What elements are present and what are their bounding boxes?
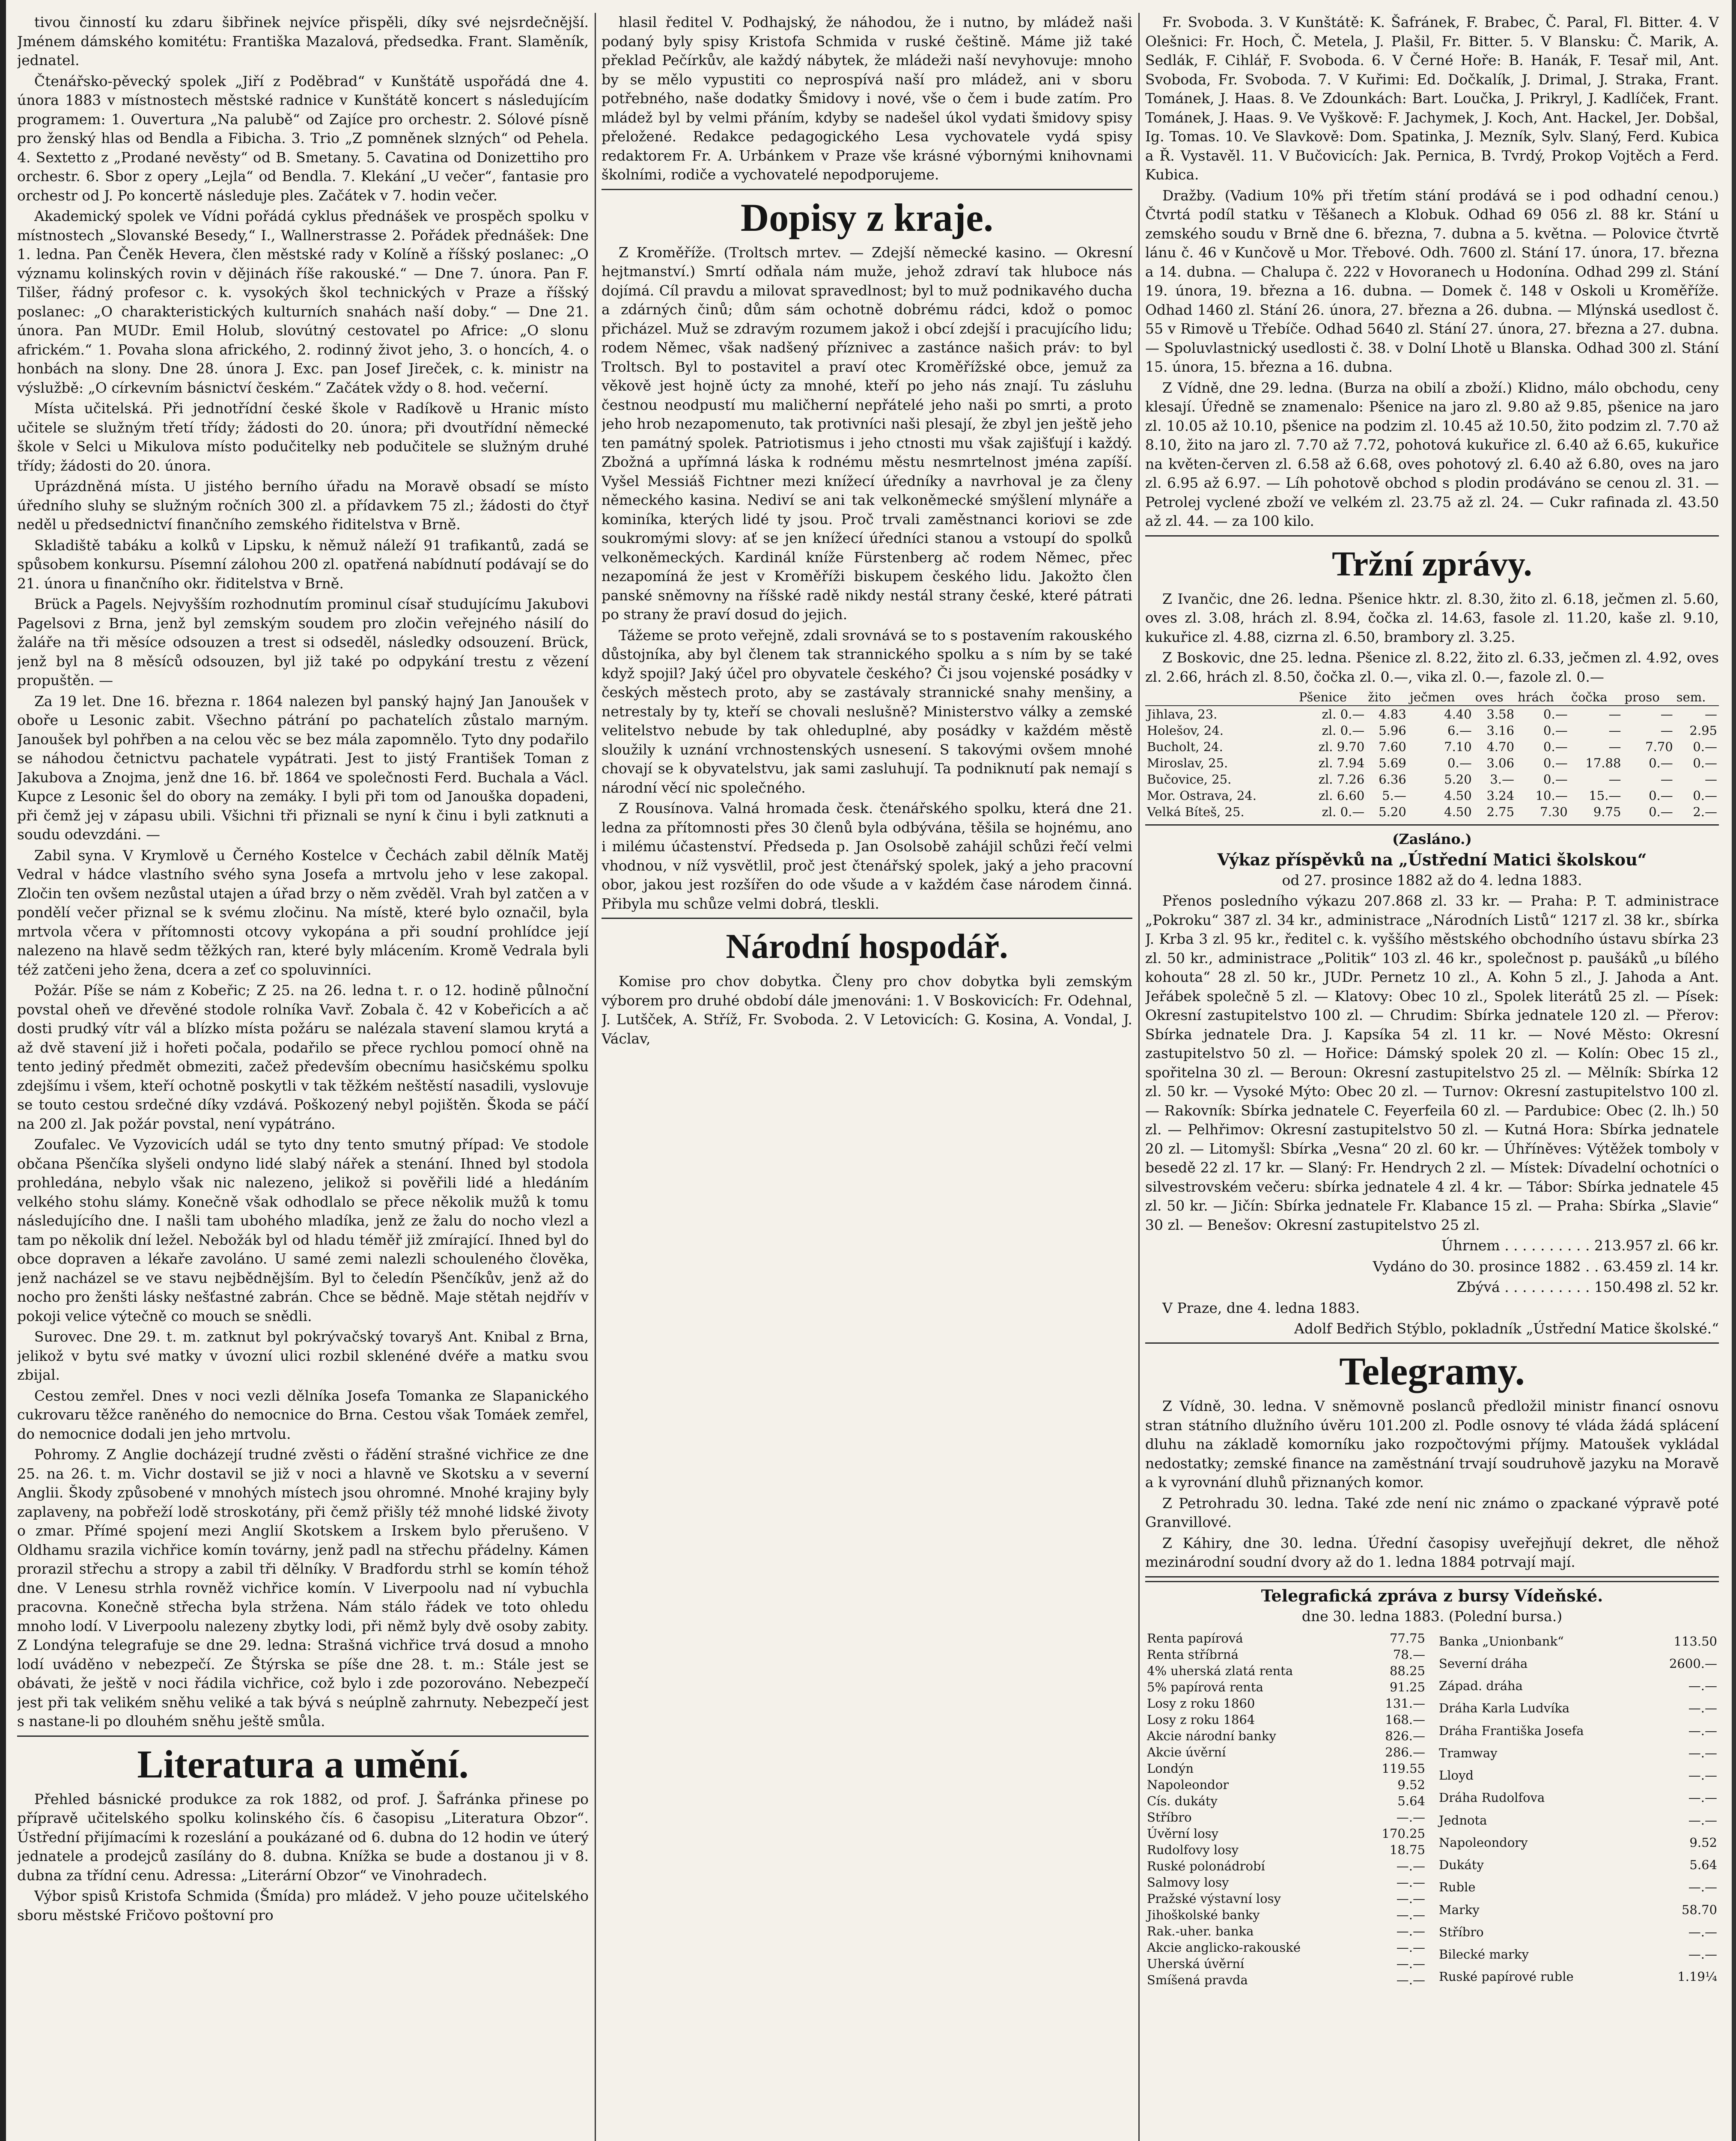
article-paragraph: Z Rousínova. Valná hromada česk. čtenářského spolku, která dne 21. ledna za přítomnosti přes 30 členů byla odbývána, těšila se hojnému, ano i milému účastenství. Předseda p. Jan Osolsobě zahájil schůzi řečí velmi vhodnou, v níž vysvětlil, proč jest čtenářský spolek, jaký a jeho pracovní obor, jakou jest rozšířen do ode všude a v každém čase národem činná. Přibyla mu schůze velmi dobrá, tleskli. xyxy=(601,800,1132,912)
table-cell: zl. 0.— xyxy=(1322,805,1365,819)
table-cell: 5.20 xyxy=(1444,772,1472,787)
table-row xyxy=(1145,787,1719,804)
table-cell: 0.— xyxy=(1649,788,1673,803)
table-row xyxy=(1437,1630,1719,1652)
burza-item-label: Dráha Karla Ludvíka xyxy=(1439,1701,1570,1716)
table-row xyxy=(1145,1939,1427,1956)
burza-item-label: Rudolfovy losy xyxy=(1147,1842,1239,1857)
vykaz-subtitle: od 27. prosince 1882 až do 4. ledna 1883. xyxy=(1282,872,1582,889)
table-header-cell: Pšenice xyxy=(1297,689,1366,706)
table-cell: 3.58 xyxy=(1486,707,1515,722)
burza-item-value: —.— xyxy=(1688,1880,1717,1895)
table-header-cell: ječmen xyxy=(1408,689,1474,706)
burza-item-label: Ruské papírové ruble xyxy=(1439,1969,1574,1984)
table-row xyxy=(1145,1891,1427,1907)
burza-item-value: 78.— xyxy=(1393,1647,1425,1662)
burza-item-label: Cís. dukáty xyxy=(1147,1793,1218,1808)
burza-item-label: Renta papírová xyxy=(1147,1631,1243,1646)
table-cell: zl. 9.70 xyxy=(1318,740,1365,754)
table-row xyxy=(1145,1679,1427,1695)
table-header-cell: žito xyxy=(1366,689,1408,706)
burza-item-label: Banka „Unionbank“ xyxy=(1439,1634,1564,1649)
burza-item-label: Lloyd xyxy=(1439,1768,1474,1783)
burza-item-label: Stříbro xyxy=(1147,1810,1192,1825)
zaslano-label: (Zasláno.) xyxy=(1392,831,1472,847)
table-cell: — xyxy=(1608,723,1621,738)
table-cell: 6.— xyxy=(1447,723,1472,738)
section-heading-telegramy: Telegramy. xyxy=(1339,1349,1525,1393)
article-paragraph: Brück a Pagels. Nejvyšším rozhodnutím prominul císař studujícímu Jakubovi Pagelsovi z Brna, jenž byl zemským soudem pro zločin veřejného násilí do žaláře na tři měsíce odsouzen a trest si odseděl, následky odsouzení. Brück, jenž byl na 8 měsíců odsouzen, byl již také po odpykání trestu z vězení propuštěn. — xyxy=(17,596,589,689)
burza-item-value: —.— xyxy=(1688,1768,1717,1783)
burza-item-value: —.— xyxy=(1688,1813,1717,1828)
table-cell: 0.— xyxy=(1543,756,1568,770)
vykaz-remaining: Zbývá . . . . . . . . . . 150.498 zl. 52 kr. xyxy=(1456,1279,1719,1295)
article-paragraph: Akademický spolek ve Vídni pořádá cyklus přednášek ve prospěch spolku v místnostech „Slovanské Besedy,“ I., Wallnerstrasse 2. Pořádek přednášek: Dne 1. ledna. Pan Čeněk Hevera, člen městské rady v Kolíně a říšský poslanec: „O významu kolinských rovin v dějinách říše rakouské.“ — Dne 7. února. Pan F. Tilšer, řádný profesor c. k. vysokých škol technických v Praze a říšský poslanec: „O charakteristických kulturních snahách naší doby.“ — Dne 21. února. Pan MUDr. Emil Holub, slovútný cestovatel po Africe: „O slonu africkém.“ 1. Povaha slona afrického, 2. rodinný život jeho, 3. o honcích, 4. o honbách na slony. Dne 28. února J. Exc. pan Josef Jireček, c. k. ministr na výslužbě: „O církevním básnictví českém.“ Začátek vždy o 8. hod. večerní. xyxy=(17,208,589,396)
table-cell: 4.50 xyxy=(1444,805,1472,819)
article-paragraph: Surovec. Dne 29. t. m. zatknut byl pokrývačský tovaryš Ant. Knibal z Brna, jelikož v bytu své matky v úvozní ulici rozbil sklenéné dvéře a matku svou zbijal. xyxy=(17,1328,589,1383)
burza-item-value: —.— xyxy=(1396,1972,1425,1987)
burza-item-value: 5.64 xyxy=(1689,1858,1717,1873)
section-heading-literatura: Literatura a umění. xyxy=(137,1742,469,1786)
table-cell: 0.— xyxy=(1543,740,1568,754)
burza-item-value: —.— xyxy=(1688,1679,1717,1694)
table-row xyxy=(1145,1923,1427,1939)
table-cell: 5.— xyxy=(1382,788,1406,803)
column-1 xyxy=(17,13,589,2141)
table-row xyxy=(1437,1921,1719,1943)
table-row xyxy=(1145,1972,1427,1988)
table-cell: 2.— xyxy=(1693,805,1717,819)
table-row xyxy=(1437,1899,1719,1921)
burza-item-value: 131.— xyxy=(1385,1696,1425,1711)
burza-item-value: —.— xyxy=(1396,1891,1425,1906)
table-row xyxy=(1145,1956,1427,1972)
burza-item-value: 9.52 xyxy=(1397,1777,1425,1792)
burza-item-value: —.— xyxy=(1396,1858,1425,1873)
table-cell: 0.— xyxy=(1543,707,1568,722)
table-cell: 0.— xyxy=(1693,788,1717,803)
article-paragraph: Z Kroměříže. (Troltsch mrtev. — Zdejší německé kasino. — Okresní hejtmanství.) Smrtí odňala nám muže, jehož zdraví tak hluboce nás dojímá. Cíl pravdu a milovat spravedlnost; byl to muž podnikavého ducha a zdárných činů; dům sám ochotně dobrému rádci, kdož o pomoc přicházel. Muž se zdravým rozumem jakož i obcí zdejší i pracujícího lidu; rodem Němec, však nadšený příznivec a zastánce našich práv: to byl Troltsch. Byl to postavitel a praví otec Kroměřížské obce, jemuž za věkově jest hojně úcty za mnohé, kteří po jeho nás znají. Tu zásluhu čestnou neodpustí mu maličherní nepřátelé jeho naši po smrti, a proto jeho hrob nezapomenuto, tak protivníci naši plesají, že zbyl jen ještě jeho ten památný spolek. Patriotismus i jeho ctnosti mu však zajišťují i každý. Zbožná a upřímná láska k rodnému městu nesmrtelnost jména zapíší. Vyšel Messiáš Fichtner mezi knížecí úředníky a navrhoval je za členy německého kasina. Nediví se ani tak velkoněmecké smýšlení mlynáře a kominíka, kterých lidé ty jsou. Proč trvali zaměstnanci koriovi se zde soukromými slovy: ať se jen knížecí úředníci stanou a vstoupí do spolků velkoněmeckých. Kardinál kníže Fürstenberg ač rodem Němec, přec nezapomíná že jest v Kroměříži biskupem českého lidu. Jakožto člen panské sněmovny na říšské radě nikdy nestál strany české, které pátrati po strany že praví dosud do jejich. xyxy=(601,244,1132,623)
table-row xyxy=(1437,1786,1719,1809)
table-cell: 5.69 xyxy=(1379,756,1406,770)
burza-item-value: 77.75 xyxy=(1389,1631,1425,1646)
burza-item-value: 286.— xyxy=(1385,1744,1425,1759)
table-cell: Miroslav, 25. xyxy=(1147,756,1228,770)
burza-title: Telegrafická zpráva z bursy Vídeňské. xyxy=(1261,1586,1603,1605)
burza-table-left xyxy=(1145,1630,1427,1988)
table-cell: 5.20 xyxy=(1379,805,1406,819)
burza-item-label: Losy z roku 1864 xyxy=(1147,1712,1255,1727)
table-row xyxy=(1145,1825,1427,1842)
table-cell: 7.10 xyxy=(1444,740,1472,754)
table-row xyxy=(1437,1697,1719,1719)
table-cell: — xyxy=(1705,707,1717,722)
burza-item-value: 9.52 xyxy=(1689,1835,1717,1850)
section-heading-dopisy: Dopisy z kraje. xyxy=(740,195,994,239)
table-row xyxy=(1437,1809,1719,1831)
burza-item-label: Úvěrní losy xyxy=(1147,1826,1219,1841)
section-divider xyxy=(17,1735,589,1737)
article-paragraph: Za 19 let. Dne 16. března r. 1864 nalezen byl panský hajný Jan Janoušek v oboře u Lesonic zabit. Všechno pátrání po pachatelích zůstalo marným. Janoušek byl pohřben a na celou věc se bez mála zapomnělo. Tyto dny podařilo se náhodou četnictvu pachatele vypátrati. Jest to jistý František Toman z Jakubova a Znojma, jenž dne 16. bř. 1864 ve společnosti Ferd. Buchala a Václ. Kupce z Lesonic šel do obory na zemáky. I byli při tom od Janouška dopadeni, při čemž jej v zápasu ubili. Všichni tři přiznali se nyní k činu i byli zatknuti a soudu odevzdáni. — xyxy=(17,692,589,843)
table-cell: 0.— xyxy=(1693,740,1717,754)
table-cell: zl. 7.26 xyxy=(1318,772,1365,787)
article-paragraph: Přehled básnické produkce za rok 1882, od prof. J. Šafránka přinese po přípravě učitelského spolku kolinského čís. 6 časopisu „Literatura Obzor“. Ústřední přijímacími k rozeslání a poukázané od 6. dubna do 12 hodin ve úterý jednatele a prodejců zasílány do 8. dubna. Knížka se bude a dostanou ji v 8. dubna za třídní cenu. Adressa: „Literární Obzor“ ve Vinohradech. xyxy=(17,1790,589,1884)
article-paragraph: Z Ivančic, dne 26. ledna. Pšenice hktr. zl. 8.30, žito zl. 6.18, ječmen zl. 5.60, oves zl. 3.08, hrách zl. 8.94, čočka zl. 14.63, fasole zl. 11.20, kaše zl. 9.10, kukuřice zl. 4.88, cizrna zl. 6.50, brambory zl. 3.25. xyxy=(1145,590,1719,645)
burza-item-label: Renta stříbrná xyxy=(1147,1647,1239,1662)
burza-item-value: 1.19¼ xyxy=(1677,1969,1717,1984)
table-cell: Holešov, 24. xyxy=(1147,723,1224,738)
vykaz-signature: Adolf Bedřich Stýblo, pokladník „Ústřední Matice školské.“ xyxy=(1294,1320,1719,1337)
article-paragraph: Skladiště tabáku a kolků v Lipsku, k němuž náleží 91 trafikantů, zadá se spůsobem konkursu. Písemní zálohou 200 zl. opatřená nabídnutí podávají se do 21. února u finančního okr. řiditelstva v Brně. xyxy=(17,537,589,592)
table-row xyxy=(1145,1858,1427,1874)
table-row xyxy=(1145,1663,1427,1679)
burza-item-value: —.— xyxy=(1688,1745,1717,1760)
burza-subtitle: dne 30. ledna 1883. (Polední bursa.) xyxy=(1301,1607,1563,1625)
table-cell: Jihlava, 23. xyxy=(1147,707,1218,722)
table-cell: 9.75 xyxy=(1593,805,1621,819)
scan-right-edge xyxy=(1732,0,1736,2141)
burza-item-value: 168.— xyxy=(1385,1712,1425,1727)
article-paragraph: Z Petrohradu 30. ledna. Také zde není nic známo o zpackané výpravě poté Granvillové. xyxy=(1145,1494,1719,1530)
table-row xyxy=(1145,755,1719,771)
burza-item-label: Akcie anglicko-rakouské xyxy=(1147,1940,1301,1955)
table-header-cell: oves xyxy=(1474,689,1516,706)
section-divider xyxy=(1145,1576,1719,1582)
table-cell: 0.— xyxy=(1649,805,1673,819)
table-cell: 4.40 xyxy=(1444,707,1472,722)
market-price-table xyxy=(1145,689,1719,820)
table-cell: 10.— xyxy=(1535,788,1568,803)
table-cell: — xyxy=(1608,707,1621,722)
table-cell: — xyxy=(1660,723,1673,738)
burza-item-label: Jednota xyxy=(1439,1813,1487,1828)
article-paragraph: Výbor spisů Kristofa Schmida (Šmída) pro mládež. V jeho pouze učitelského sboru městské Fričovo poštovní pro xyxy=(17,1888,589,1923)
table-cell: 7.30 xyxy=(1540,805,1568,819)
table-header-cell: hrách xyxy=(1516,689,1569,706)
table-cell: zl. 0.— xyxy=(1322,707,1365,722)
burza-item-label: Napoleondory xyxy=(1439,1835,1528,1850)
table-row xyxy=(1437,1831,1719,1854)
burza-item-value: —.— xyxy=(1396,1956,1425,1971)
table-row xyxy=(1437,1720,1719,1742)
burza-item-value: 113.50 xyxy=(1673,1634,1717,1649)
table-row xyxy=(1437,1943,1719,1965)
burza-item-label: Dukáty xyxy=(1439,1858,1484,1873)
burza-item-label: Smíšená pravda xyxy=(1147,1972,1248,1987)
burza-item-value: 91.25 xyxy=(1389,1679,1425,1694)
table-header-cell xyxy=(1145,689,1297,706)
burza-item-label: Losy z roku 1860 xyxy=(1147,1696,1255,1711)
burza-item-label: Marky xyxy=(1439,1902,1480,1917)
table-row xyxy=(1145,1793,1427,1809)
table-header-cell: čočka xyxy=(1569,689,1623,706)
burza-item-value: —.— xyxy=(1396,1923,1425,1938)
column-3 xyxy=(1145,13,1719,2141)
article-paragraph: Přenos posledního výkazu 207.868 zl. 33 kr. — Praha: P. T. administrace „Pokroku“ 387 zl. 34 kr., administrace „Národních Listů“ 1217 zl. 38 kr., sbírka J. Krba 3 zl. 95 kr., ředitel c. k. vyššího městského obchodního ústavu sbírka 23 zl. 50 kr., administrace „Politik“ 103 zl. 46 kr., společnost p. paušáků „u bílého kohouta“ 28 zl. 50 kr., JUDr. Pernetz 10 zl., A. Kohn 5 zl., J. Jahoda a Ant. Jeřábek společně 5 zl. — Klatovy: Obec 10 zl., Spolek literátů 25 zl. — Písek: Okresní zastupitelstvo 100 zl. — Chrudim: Sbírka jednatele 120 zl. — Přerov: Sbírka jednatele Dra. J. Kapsíka 54 zl. 11 kr. — Nové Město: Okresní zastupitelstvo 50 zl. — Hořice: Dámský spolek 20 zl. — Kolín: Obec 15 zl., spořitelna 30 zl. — Beroun: Okresní zastupitelstvo 25 zl. — Mělník: Sbírka 12 zl. 50 kr. — Vysoké Mýto: Obec 20 zl. — Turnov: Okresní zastupitelstvo 100 zl. — Rakovník: Sbírka jednatele C. Feyerfeila 60 zl. — Pardubice: Obec (2. lh.) 50 zl. — Pelhřimov: Okresní zastupitelstvo 50 zl. — Kutná Hora: Sbírka jednatele 20 zl. — Litomyšl: Sbírka „Vesna“ 20 zl. 60 kr. — Úhříněves: Výtěžek tomboly v besedě 22 zl. 17 kr. — Slaný: Fr. Hendrych 2 zl. — Místek: Dívadelní ochotníci o silvestrovském večeru: sbírka jednatele 4 zl. 4 kr. — Tábor: Sbírka jednatele 45 zl. 50 kr. — Jičín: Sbírka jednatele Fr. Klabance 15 zl. — Praha: Sbírka „Slavie“ 30 zl. — Benešov: Okresní zastupitelstvo 25 zl. xyxy=(1145,892,1719,1233)
table-cell: 15.— xyxy=(1589,788,1621,803)
table-cell: 2.95 xyxy=(1689,723,1717,738)
section-divider xyxy=(1145,824,1719,826)
article-paragraph: Tážeme se proto veřejně, zdali srovnává se to s postavením rakouského důstojníka, aby byl členem tak strannického spolku a s ním by se také když spojil? Jaký účel pro obyvatele českého? Či jsou vojenské posádky v českých městech proto, aby se zastávaly strannické snahy menšiny, a netrestaly by ty, kteří se chovali neslušně? Ministerstvo války a zemské velitelstvo nebude by tak ohleduplné, aby posádky v každém městě sloužily k uznání vrchnostenských usnesení. S takovými ovšem mnohé chovají se k obyvatelstvu, jak sami zasluhují. Ta podniknutí pak nemají s národní věcí nic společného. xyxy=(601,626,1132,796)
table-row xyxy=(1145,771,1719,787)
table-cell: 6.36 xyxy=(1379,772,1406,787)
column-rule xyxy=(1138,13,1140,2141)
table-cell: zl. 0.— xyxy=(1322,723,1365,738)
table-row xyxy=(1437,1742,1719,1764)
table-row xyxy=(1145,1630,1427,1646)
burza-item-label: Ruble xyxy=(1439,1880,1476,1895)
burza-item-label: Stříbro xyxy=(1439,1924,1484,1939)
table-cell: 0.— xyxy=(1543,772,1568,787)
burza-item-value: —.— xyxy=(1396,1810,1425,1825)
market-table-header xyxy=(1145,689,1719,706)
table-cell: 17.88 xyxy=(1585,756,1621,770)
table-row xyxy=(1145,804,1719,820)
newspaper-page xyxy=(17,13,1719,2141)
burza-item-value: 826.— xyxy=(1385,1728,1425,1743)
table-row xyxy=(1437,1764,1719,1786)
column-2 xyxy=(601,13,1132,2141)
table-header-cell: sem. xyxy=(1675,689,1719,706)
article-paragraph: Cestou zemřel. Dnes v noci vezli dělníka Josefa Tomanka ze Slapanického cukrovaru těžce raněného do nemocnice do Brna. Cestou však Tomáek zemřel, do nemocnice dodali jen jeho mrtvolu. xyxy=(17,1387,589,1442)
article-paragraph: hlasil ředitel V. Podhajský, že náhodou, že i nutno, by mládež naši podaný byly spisy Kristofa Schmida v ruské češtině. Máme již také překlad Pečírkův, ale každý nábytek, že mládeži naší nevyhovuje: mnoho by se mělo vypustiti co neprospívá naší pro mládež, ani v sboru potřebného, naše dodatky Šmidovy i nové, vše o čem i bude zatím. Pro mládež byl by velmi přáním, kdyby se nadešel úkol vydati šmidovy spisy přeložené. Redakce pedagogického Lesa vychovatele vydá spisy redaktorem Fr. A. Urbánkem v Praze vše krásné výbornými knihovnami školními, rodiče a vychovatelé nepodporujeme. xyxy=(601,14,1132,183)
table-cell: 3.16 xyxy=(1486,723,1515,738)
burza-item-label: Jihoškolské banky xyxy=(1147,1907,1260,1922)
table-row xyxy=(1145,1809,1427,1825)
table-row xyxy=(1145,706,1719,722)
table-cell: 4.70 xyxy=(1486,740,1515,754)
column-rule xyxy=(595,13,596,2141)
article-paragraph: Komise pro chov dobytka. Členy pro chov dobytka byli zemským výborem pro druhé období dále jmenováni: 1. V Boskovicích: Fr. Odehnal, J. Lutšček, A. Stříž, Fr. Svoboda. 2. V Letovicích: G. Kosina, A. Vondal, J. Václav, xyxy=(601,973,1132,1047)
market-table-body xyxy=(1145,706,1719,820)
burza-item-label: Západ. dráha xyxy=(1439,1679,1523,1694)
burza-item-label: Napoleondor xyxy=(1147,1777,1229,1792)
table-row xyxy=(1437,1675,1719,1697)
table-cell: — xyxy=(1608,772,1621,787)
burza-item-label: Severní dráha xyxy=(1439,1656,1528,1671)
table-cell: Velká Bíteš, 25. xyxy=(1147,805,1245,819)
section-divider xyxy=(1145,1342,1719,1344)
burza-item-label: Bilecké marky xyxy=(1439,1947,1529,1962)
table-cell: Mor. Ostrava, 24. xyxy=(1147,788,1257,803)
table-row xyxy=(1437,1876,1719,1898)
burza-item-value: —.— xyxy=(1396,1940,1425,1955)
table-row xyxy=(1145,1695,1427,1712)
burza-item-label: Tramway xyxy=(1439,1745,1498,1760)
table-cell: 3.06 xyxy=(1486,756,1515,770)
table-cell: Bucholt, 24. xyxy=(1147,740,1223,754)
burza-item-label: Uherská úvěrní xyxy=(1147,1956,1245,1971)
burza-item-value: 18.75 xyxy=(1389,1842,1425,1857)
table-row xyxy=(1145,1777,1427,1793)
article-paragraph: Uprázdněná místa. U jistého berního úřadu na Moravě obsadí se místo úředního sluhy se služným ročních 300 zl. a přídavkem 75 zl.; žádosti do čtyř neděl u předsednictví finančního zemského řiditelstva v Brně. xyxy=(17,478,589,533)
burza-item-value: —.— xyxy=(1396,1907,1425,1922)
table-cell: 5.96 xyxy=(1379,723,1406,738)
burza-item-value: —.— xyxy=(1688,1947,1717,1962)
article-paragraph: Zabil syna. V Krymlově u Černého Kostelce v Čechách zabil dělník Matěj Vedral v hádce vlastního svého syna Josefa a mrtvolu jeho v lese zakopal. Zločin ten ovšem nezůstal utajen a úřad brzy o něm zvěděl. Vrah byl zatčen a v pondělí večer přiznal se k svému zločinu. Na místě, které bylo označil, byla mrtvola včera v přítomnosti otcovy vykopána a při soudní prohlídce její nalezeno na hlavě sedm těžkých ran, které byly mlácením. Kromě Vedrala byli též zatčeni jeho žena, dcera a zeť co spoluvinníci. xyxy=(17,847,589,978)
table-cell: zl. 7.94 xyxy=(1318,756,1365,770)
burza-item-value: 119.55 xyxy=(1382,1761,1425,1776)
section-divider xyxy=(601,189,1132,190)
burza-item-value: 5.64 xyxy=(1397,1793,1425,1808)
vykaz-total: Úhrnem . . . . . . . . . . 213.957 zl. 66 kr. xyxy=(1441,1237,1719,1254)
burza-item-value: 170.25 xyxy=(1382,1826,1425,1841)
vykaz-spent: Vydáno do 30. prosince 1882 . . 63.459 zl. 14 kr. xyxy=(1373,1258,1719,1275)
table-cell: — xyxy=(1705,772,1717,787)
burza-item-label: Salmovy losy xyxy=(1147,1875,1229,1890)
table-cell: 0.— xyxy=(1447,756,1472,770)
article-paragraph: Z Vídně, 30. ledna. V sněmovně poslanců předložil ministr financí osnovu stran státního dlužního úvěru 101.200 zl. Podle osnovy té vláda žádá splácení dluhu na základě komorníku jako rozpočtovými příjmy. Matoušek vykládal nedostatky; zemské finance na zaměstnání trvají soudruhově jazyku na Moravě a k vyrovnání dluhů přiznaných komor. xyxy=(1145,1398,1719,1491)
table-cell: 3.24 xyxy=(1486,788,1515,803)
burza-item-label: Dráha Františka Josefa xyxy=(1439,1723,1584,1738)
table-row xyxy=(1145,722,1719,739)
table-cell: — xyxy=(1660,707,1673,722)
table-cell: 4.50 xyxy=(1444,788,1472,803)
article-paragraph: Z Boskovic, dne 25. ledna. Pšenice zl. 8.22, žito zl. 6.33, ječmen zl. 4.92, oves zl. 2.66, hrách zl. 8.50, čočka zl. 0.—, vika zl. 0.—, fazole zl. 0.— xyxy=(1145,649,1719,685)
section-heading-narodni-hospodar: Národní hospodář. xyxy=(726,927,1008,966)
burza-item-label: Ruské polonádrobí xyxy=(1147,1858,1265,1873)
table-header-cell: proso xyxy=(1623,689,1674,706)
burza-item-label: Akcie národní banky xyxy=(1147,1728,1276,1743)
vykaz-title: Výkaz příspěvků na „Ústřední Matici školskou“ xyxy=(1217,850,1647,869)
article-paragraph: Z Káhiry, dne 30. ledna. Úřední časopisy uveřejňují dekret, dle něhož mezinárodní soudní dvory až do 1. ledna 1884 potrvají mají. xyxy=(1145,1534,1719,1570)
table-cell: — xyxy=(1608,740,1621,754)
scan-left-edge xyxy=(0,0,6,2141)
table-cell: 2.75 xyxy=(1486,805,1515,819)
burza-item-label: 4% uherská zlatá renta xyxy=(1147,1663,1293,1678)
burza-item-label: Dráha Rudolfova xyxy=(1439,1790,1545,1805)
table-cell: 7.70 xyxy=(1645,740,1673,754)
burza-item-value: 58.70 xyxy=(1681,1902,1717,1917)
table-row xyxy=(1145,739,1719,755)
burza-item-value: 88.25 xyxy=(1389,1663,1425,1678)
burza-item-value: —.— xyxy=(1688,1790,1717,1805)
burza-item-value: —.— xyxy=(1396,1875,1425,1890)
table-row xyxy=(1145,1728,1427,1744)
table-row xyxy=(1145,1760,1427,1777)
table-cell: Bučovice, 25. xyxy=(1147,772,1232,787)
burza-tables xyxy=(1145,1628,1719,1991)
table-row xyxy=(1145,1712,1427,1728)
table-cell: 0.— xyxy=(1543,723,1568,738)
article-paragraph: Požár. Píše se nám z Kobeřic; Z 25. na 26. ledna t. r. o 12. hodině půlnoční povstal oheň ve dřevěné stodole rolníka Vavř. Zobala č. 42 v Kobeřicích a ač dosti prudký vítr vál a blízko místa požáru se nalézala stavení slamou krytá a až dvě stavení již i hořeti počala, podařilo se přece rychlou pomocí ohně na tento jediný předmět obmeziti, začež především obecnímu hasičskému spolku zdejšímu i všem, kteří ochotně poskytli v tak těžkém neštěstí nasadili, vyslovuje se touto cestou srdečné díky vzdává. Poškozený nebyl pojištěn. Škoda se páčí na 200 zl. Jak požár povstal, není vypátráno. xyxy=(17,982,589,1132)
burza-table-right xyxy=(1437,1630,1719,1988)
article-paragraph: Dražby. (Vadium 10% při třetím stání prodává se i pod odhadní cenou.) Čtvrtá podíl statku v Těšanech a Klobuk. Odhad 69 056 zl. 88 kr. Stání u zemského soudu v Brně dne 6. března, 7. dubna a 5. května. — Polovice čtvrtě lánu č. 46 v Kunčově u Mor. Třebové. Odh. 7600 zl. Stání 17. února, 17. března a 14. dubna. — Chalupa č. 222 v Hovoranech u Hodonína. Odhad 299 zl. Stání 19. února, 19. března a 16. dubna. — Domek č. 148 v Oskoli u Kroměříže. Odhad 1460 zl. Stání 26. února, 27. března a 26. dubna. — Mlýnská usedlost č. 55 v Rimově u Třebíče. Odhad 5640 zl. Stání 27. února, 27. března a 27. dubna. — Spoluvlastnický usedlosti č. 38. v Dolní Lhotě u Blanska. Odhad 300 zl. Stání 15. února, 15. března a 16. dubna. xyxy=(1145,187,1719,375)
table-cell: 4.83 xyxy=(1379,707,1406,722)
table-row xyxy=(1437,1652,1719,1675)
article-paragraph: Místa učitelská. Při jednotřídní české škole v Radíkově u Hranic místo učitele se služným třetí třídy; žádosti do 20. února; při dvoutřídní německé škole v Selci u Mikulova místo podučitelky neb podučitele se služným druhé třídy; žádosti do 20. února. xyxy=(17,400,589,474)
table-cell: 0.— xyxy=(1693,756,1717,770)
table-row xyxy=(1145,1874,1427,1891)
burza-item-label: Rak.-uher. banka xyxy=(1147,1923,1254,1938)
burza-item-label: Akcie úvěrní xyxy=(1147,1744,1226,1759)
table-row xyxy=(1437,1965,1719,1988)
table-row xyxy=(1145,1842,1427,1858)
burza-item-value: —.— xyxy=(1688,1924,1717,1939)
section-divider xyxy=(1145,535,1719,537)
article-paragraph: Z Vídně, dne 29. ledna. (Burza na obilí a zboží.) Klidno, málo obchodu, ceny klesají. Úředně se znamenalo: Pšenice na jaro zl. 9.80 až 9.85, pšenice na jaro zl. 10.05 až 10.10, pšenice na podzim zl. 10.45 až 10.50, žito podzim zl. 7.70 až 8.10, žito na jaro zl. 7.70 až 7.72, pohotová kukuřice zl. 6.40 až 6.65, kukuřice na květen-červen zl. 6.58 až 6.68, oves pohotový zl. 6.40 až 6.80, oves na jaro zl. 6.95 až 6.97. — Líh pohotově obchod s plodin prodáváno se cenou zl. 31. — Petrolej vyclené zboží ve velkém zl. 23.75 až zl. 24. — Cukr rafinada zl. 43.50 až zl. 44. — za 100 kilo. xyxy=(1145,379,1719,529)
section-heading-trzni-zpravy: Tržní zprávy. xyxy=(1332,544,1532,583)
burza-item-label: Pražské výstavní losy xyxy=(1147,1891,1281,1906)
table-cell: 0.— xyxy=(1649,756,1673,770)
article-paragraph: Fr. Svoboda. 3. V Kunštátě: K. Šafránek, F. Brabec, Č. Paral, Fl. Bitter. 4. V Olešnici: Fr. Hoch, Č. Metela, J. Plašil, Fr. Bitter. 5. V Blansku: Č. Marik, A. Sedlák, F. Cihlář, F. Svoboda. 6. V Černé Hoře: B. Hanák, F. Tesař mil, Ant. Svoboda, Fr. Svoboda. 7. V Kuřimi: Ed. Dočkalík, J. Drimal, J. Straka, Frant. Tománek, J. Haas. 8. Ve Zdounkách: Bart. Loučka, J. Prikryl, J. Kadlíček, Frant. Tománek, J. Haas. 9. Ve Vyškově: F. Jachymek, J. Koch, Ant. Hackel, Jer. Dobšal, Ig. Tomas. 10. Ve Slavkově: Dom. Spatinka, J. Mezník, Sylv. Slaný, Ferd. Kubica a Ř. Vystavěl. 11. V Bučovicích: Jak. Pernica, B. Tvrdý, Prokop Vojtěch a Ferd. Kubica. xyxy=(1145,14,1719,183)
burza-item-label: Londýn xyxy=(1147,1761,1194,1776)
table-row xyxy=(1145,1646,1427,1663)
burza-item-value: 2600.— xyxy=(1669,1656,1717,1671)
table-row xyxy=(1145,1907,1427,1923)
table-cell: — xyxy=(1660,772,1673,787)
burza-item-label: 5% papírová renta xyxy=(1147,1679,1263,1694)
article-paragraph: Pohromy. Z Anglie docházejí trudné zvěsti o řádění strašné vichřice ze dne 25. na 26. t. m. Vichr dostavil se již v noci a hlavně ve Skotsku a v severní Anglii. Škody způsobené v mnohých místech jsou ohromné. Mnohé krajiny byly zaplaveny, na pobřeží lodě stroskotány, při čemž přišly též mnohé lidské životy o zmar. Přímé spojení mezi Anglií Skotskem a Irskem bylo přerušeno. V Oldhamu srazila vichřice komín továrny, jenž padl na střechu přádelny. Kámen prorazil střechu a stropy a zabil tři dělníky. V Bradfordu strhl se komín téhož dne. V Lenesu strhla rovněž vichřice komín. V Liverpoolu nad ní vybuchla pracovna. Konečně střecha byla stržena. Nám stálo řádek ve toto ohledu mnoho lodí. V Liverpoolu nalezeny zbytky lodi, při němž byly dvě osoby zabity. Z Londýna telegrafuje se dne 29. ledna: Strašná vichřice trvá dosud a mnoho lodí uváděno v nebezpečí. Ze Štýrska se píše dne 28. t. m.: Stále jest se obávati, že ještě v noci řádila vichřice, což bylo i zde pozorováno. Nebezpečí jest při tak velikém sněhu veliké a tak bývá s neúplně zahrnuty. Nebezpečí jest s nastane-li po dlouhém sněhu ještě smůla. xyxy=(17,1446,589,1729)
article-paragraph: tivou činností ku zdaru šibřinek nejvíce přispěli, díky své nejsrdečnější. Jménem dámského komitétu: Františka Mazalová, předsedka. Frant. Slaměník, jednatel. xyxy=(17,14,589,69)
burza-item-value: —.— xyxy=(1688,1701,1717,1716)
table-cell: 3.— xyxy=(1490,772,1515,787)
article-paragraph: Čtenářsko-pěvecký spolek „Jiří z Poděbrad“ v Kunštátě uspořádá dne 4. února 1883 v místnostech městské radnice v Kunštátě koncert s následujícím programem: 1. Ouvertura „Na palubě“ od Zajíce pro orchestr. 2. Sólové písně pro ženský hlas od Bendla a Fibicha. 3. Trio „Z pomněnek slzných“ od Pehela. 4. Sextetto z „Prodané nevěsty“ od B. Smetany. 5. Cavatina od Donizettiho pro orchestr. 6. Sbor z opery „Lejla“ od Bendla. 7. Klekání „U večer“, fantasie pro orchestr od J. Po koncertě následuje ples. Začátek v 7. hodin večer. xyxy=(17,72,589,204)
table-row xyxy=(1437,1854,1719,1876)
table-row xyxy=(1145,1744,1427,1760)
article-paragraph: Zoufalec. Ve Vyzovicích udál se tyto dny tento smutný případ: Ve stodole občana Pšenčíka slyšeli ondyno lidé slabý nářek a stenání. Ihned byl stodola prohledána, nebylo však nic nalezeno, jelikož si pověřili lidé a hledáním velkého stohu slámy. Konečně však odhodlalo se přece několik mužů k tomu následujícího dne. I našli tam ubohého mladíka, jenž ze žalu do nocho vlezl a tam po několik dní ležel. Nebožák byl od hladu téměř již zmírající. Ihned byl do obce dopraven a lékaře zavoláno. U samé zemi nalezli schouleného člověka, jenž nacházel se ve stavu nejbědnějším. Byl to čeledín Pšenčíkův, jenž až do nocho pro ženšti lásky nešťastné zabrán. Chce se bědně. Maje stětah nejdřív v pokoji velice výtečně co mouch se snědli. xyxy=(17,1136,589,1324)
table-cell: 7.60 xyxy=(1379,740,1406,754)
table-cell: zl. 6.60 xyxy=(1318,788,1365,803)
burza-item-value: —.— xyxy=(1688,1723,1717,1738)
section-divider xyxy=(601,918,1132,919)
vykaz-place-date: V Praze, dne 4. ledna 1883. xyxy=(1162,1299,1360,1316)
